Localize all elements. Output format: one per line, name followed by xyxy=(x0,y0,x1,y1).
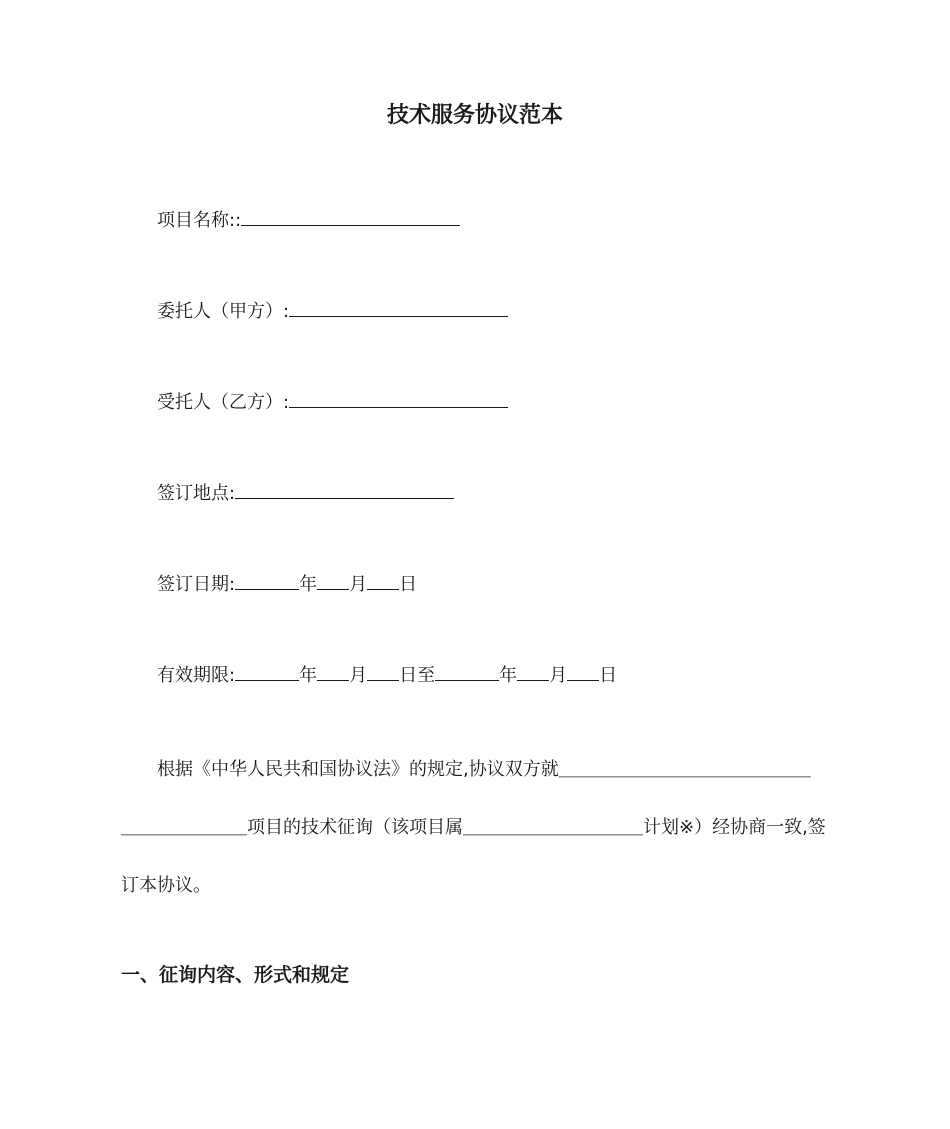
day-text: 日 xyxy=(399,574,418,595)
sign-date-label: 签订日期: xyxy=(157,574,236,595)
end-year-blank xyxy=(435,662,499,681)
start-year-text: 年 xyxy=(299,665,318,686)
month-text: 月 xyxy=(349,574,368,595)
sign-day-blank xyxy=(367,571,399,590)
sign-date-field xyxy=(157,571,417,597)
contractor-label: 受托人（乙方）: xyxy=(157,392,290,413)
end-month-blank xyxy=(517,662,549,681)
project-name-label: 项目名称:: xyxy=(157,210,242,231)
validity-field xyxy=(157,662,617,688)
contractor-field xyxy=(157,389,508,415)
document-title: 技术服务协议范本 xyxy=(386,103,563,128)
project-name-field xyxy=(157,207,460,233)
end-day-text: 日 xyxy=(599,665,618,686)
client-blank xyxy=(289,298,508,317)
client-field xyxy=(157,298,508,324)
end-year-text: 年 xyxy=(499,665,518,686)
contractor-blank xyxy=(289,389,508,408)
start-day-text: 日 xyxy=(399,665,418,686)
to-text: 至 xyxy=(417,665,436,686)
intro-line-1: 根据《中华人民共和国协议法》的规定,协议双方就＿＿＿＿＿＿＿＿＿＿＿＿＿＿ xyxy=(157,759,811,780)
start-month-text: 月 xyxy=(349,665,368,686)
start-day-blank xyxy=(367,662,399,681)
validity-label: 有效期限: xyxy=(157,665,236,686)
end-day-blank xyxy=(567,662,599,681)
end-month-text: 月 xyxy=(549,665,568,686)
sign-place-label: 签订地点: xyxy=(157,483,236,504)
sign-year-blank xyxy=(235,571,299,590)
start-month-blank xyxy=(317,662,349,681)
client-label: 委托人（甲方）: xyxy=(157,301,290,322)
start-year-blank xyxy=(235,662,299,681)
sign-place-field xyxy=(157,480,454,506)
sign-month-blank xyxy=(317,571,349,590)
project-name-blank xyxy=(241,207,460,226)
intro-line-3: 订本协议。 xyxy=(121,875,211,896)
intro-line-2: ＿＿＿＿＿＿＿项目的技术征询（该项目属＿＿＿＿＿＿＿＿＿＿计划※）经协商一致,签 xyxy=(121,817,826,838)
sign-place-blank xyxy=(235,480,454,499)
year-text: 年 xyxy=(299,574,318,595)
section-1-heading: 一、征询内容、形式和规定 xyxy=(121,964,350,986)
